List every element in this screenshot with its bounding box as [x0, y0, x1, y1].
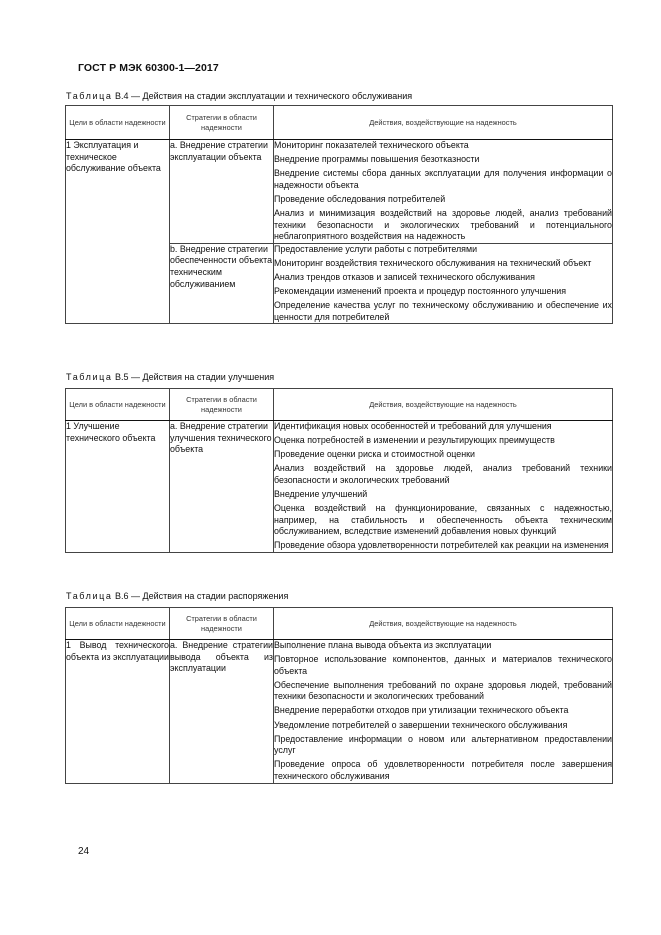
- actions-cell: [274, 421, 613, 553]
- column-header-actions: Действия, воздействующие на надежность: [274, 106, 613, 140]
- table-b4: [65, 105, 613, 324]
- action-item: Уведомление потребителей о завершении технического обслуживания: [274, 719, 568, 730]
- action-item: Мониторинг показателей технического объекта: [274, 140, 469, 150]
- action-item: Анализ и минимизация воздействий на здоровье людей, анализ требований техники безопасности и экологических требований и потенциального неблагоприятного воздействия на надежность: [274, 207, 612, 242]
- action-item: Предоставление услуги работы с потребителями: [274, 243, 478, 254]
- goal-cell: 1 Улучшение технического объекта: [66, 421, 170, 553]
- table-caption-text: В.5 — Действия на стадии улучшения: [115, 372, 275, 382]
- action-item: Внедрение программы повышения безотказности: [274, 154, 480, 165]
- action-item: Проведение обследования потребителей: [274, 193, 446, 204]
- strategy-cell: а. Внедрение стратегии эксплуатации объекта: [170, 140, 274, 244]
- table-caption-text: В.4 — Действия на стадии эксплуатации и технического обслуживания: [115, 91, 413, 101]
- action-item: Оценка потребностей в изменении и результирующих преимуществ: [274, 435, 555, 446]
- table-b6-caption: [66, 591, 288, 601]
- column-header-goal: Цели в области надежности: [66, 608, 170, 640]
- actions-cell: [274, 140, 613, 244]
- action-item: Внедрение улучшений: [274, 488, 368, 499]
- table-label: Таблица: [66, 591, 113, 601]
- column-header-goal: Цели в области надежности: [66, 389, 170, 421]
- goal-cell: 1 Эксплуатация и техническое обслуживание объекта: [66, 140, 170, 324]
- action-item: Выполнение плана вывода объекта из эксплуатации: [274, 640, 492, 650]
- action-item: Проведение оценки риска и стоимостной оценки: [274, 449, 475, 460]
- goal-cell: 1 Вывод технического объекта из эксплуатации: [66, 640, 170, 784]
- action-item: Предоставление информации о новом или альтернативном предоставлении услуг: [274, 733, 612, 756]
- table-caption-text: В.6 — Действия на стадии распоряжения: [115, 591, 289, 601]
- table-row: [66, 140, 613, 244]
- table-b5: [65, 388, 613, 553]
- table-row: [66, 421, 613, 553]
- actions-cell: [274, 640, 613, 784]
- column-header-strategy: Стратегии в области надежности: [170, 608, 274, 640]
- column-header-goal: Цели в области надежности: [66, 106, 170, 140]
- action-item: Проведение обзора удовлетворенности потребителей как реакции на изменения: [274, 540, 609, 551]
- column-header-actions: Действия, воздействующие на надежность: [274, 608, 613, 640]
- actions-cell: [274, 243, 613, 324]
- strategy-cell: а. Внедрение стратегии вывода объекта из эксплуатации: [170, 640, 274, 784]
- action-item: Повторное использование компонентов, данных и материалов технического объекта: [274, 654, 612, 676]
- action-item: Мониторинг воздействия технического обслуживания на технический объект: [274, 257, 592, 268]
- action-item: Обеспечение выполнения требований по охране здоровья людей, требований техники безопасности и экологических требований: [274, 679, 612, 702]
- action-item: Рекомендации изменений проекта и процедур постоянного улучшения: [274, 286, 567, 297]
- table-label: Таблица: [66, 372, 113, 382]
- action-item: Определение качества услуг по техническому обслуживанию и обеспечение их ценности для потребителей: [274, 300, 612, 322]
- column-header-actions: Действия, воздействующие на надежность: [274, 389, 613, 421]
- action-item: Идентификация новых особенностей и требований для улучшения: [274, 421, 552, 431]
- strategy-cell: b. Внедрение стратегии обеспеченности объекта техническим обслуживанием: [170, 243, 274, 324]
- column-header-strategy: Стратегии в области надежности: [170, 389, 274, 421]
- action-item: Внедрение переработки отходов при утилизации технического объекта: [274, 705, 569, 716]
- table-b4-caption: [66, 91, 412, 101]
- action-item: Проведение опроса об удовлетворенности потребителя после завершения технического обслуживания: [274, 759, 612, 781]
- page-number: 24: [78, 846, 90, 857]
- action-item: Внедрение системы сбора данных эксплуатации для получения информации о надежности объекта: [274, 168, 612, 190]
- action-item: Анализ трендов отказов и записей технического обслуживания: [274, 271, 535, 282]
- action-item: Оценка воздействий на функционирование, связанных с надежностью, например, на стабильность и обеспеченность объекта техническим обслуживанием, вследствие изменений добавления новых функций: [274, 503, 612, 537]
- table-label: Таблица: [66, 91, 113, 101]
- action-item: Анализ воздействий на здоровье людей, анализ требований техники безопасности и экологических требований: [274, 463, 612, 485]
- table-b5-caption: [66, 372, 274, 382]
- strategy-cell: а. Внедрение стратегии улучшения технического объекта: [170, 421, 274, 553]
- table-row: [66, 640, 613, 784]
- column-header-strategy: Стратегии в области надежности: [170, 106, 274, 140]
- table-b6: [65, 607, 613, 784]
- document-code-header: ГОСТ Р МЭК 60300-1—2017: [78, 62, 219, 74]
